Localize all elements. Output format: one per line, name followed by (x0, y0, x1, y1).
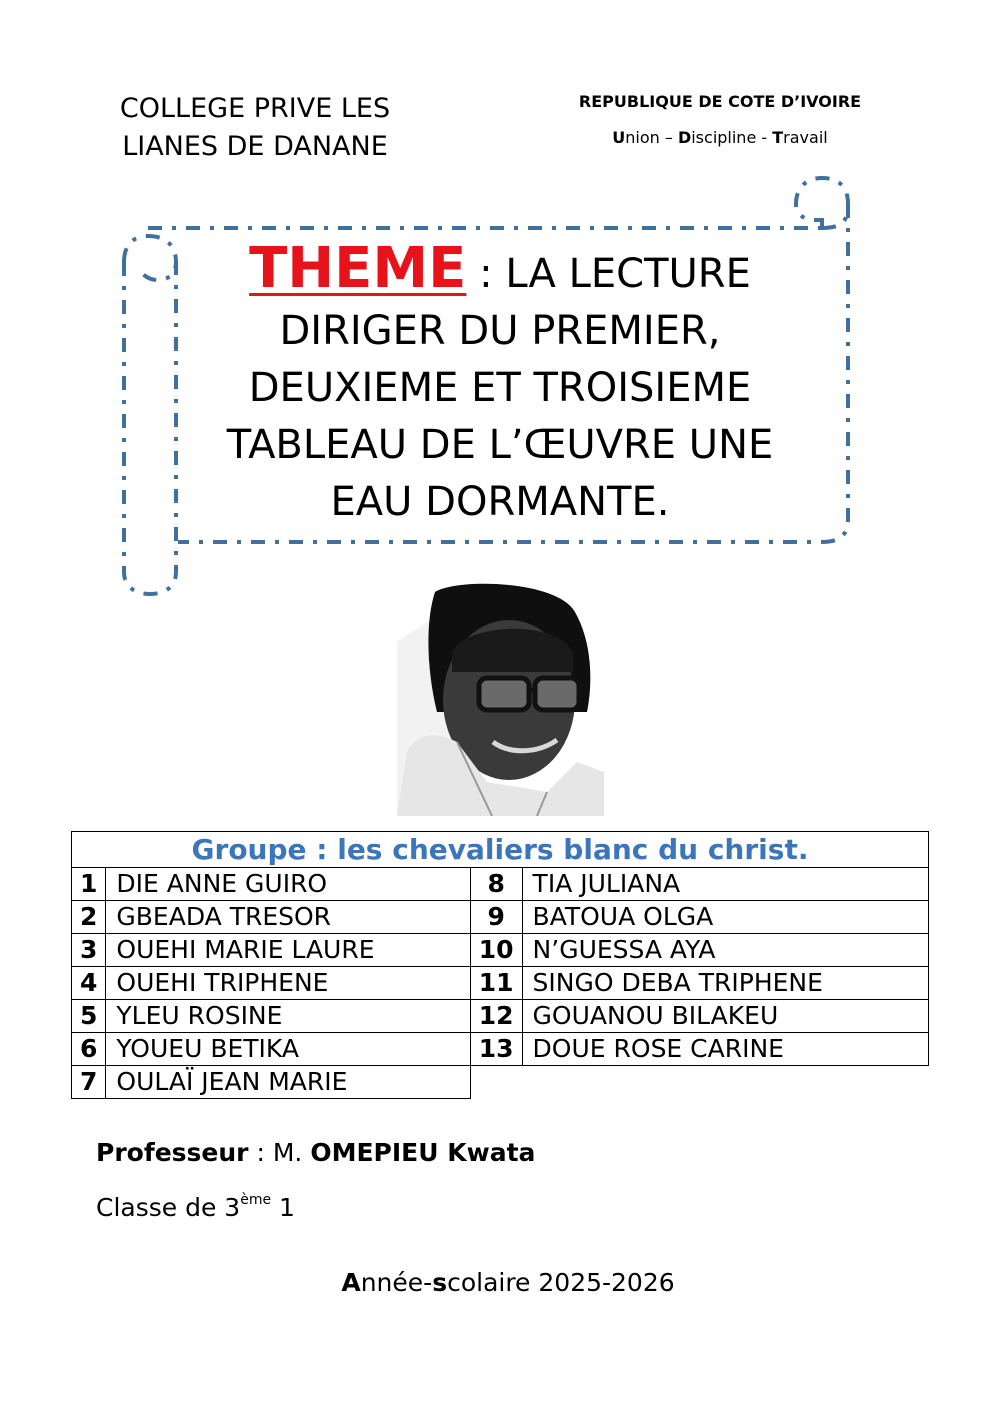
theme-separator: : (466, 251, 506, 297)
teacher-line: Professeur : M. OMEPIEU Kwata (96, 1138, 536, 1167)
group-title: Groupe : les chevaliers blanc du christ. (72, 832, 929, 868)
table-row (72, 868, 929, 901)
member-name: OULAÏ JEAN MARIE (106, 1066, 470, 1099)
member-name: YLEU ROSINE (106, 1000, 470, 1033)
class-line: Classe de 3ème 1 (96, 1192, 295, 1222)
member-number: 7 (72, 1066, 106, 1099)
republic-heading: REPUBLIQUE DE COTE D’IVOIRE (578, 92, 862, 111)
table-row (72, 1066, 929, 1099)
empty-cell (470, 1066, 928, 1099)
member-name: GBEADA TRESOR (106, 901, 470, 934)
member-name: SINGO DEBA TRIPHENE (522, 967, 928, 1000)
member-number: 1 (72, 868, 106, 901)
member-number: 9 (470, 901, 522, 934)
member-number: 2 (72, 901, 106, 934)
member-number: 12 (470, 1000, 522, 1033)
theme-label: THEME (249, 236, 467, 301)
member-name: N’GUESSA AYA (522, 934, 928, 967)
member-number: 4 (72, 967, 106, 1000)
member-name: GOUANOU BILAKEU (522, 1000, 928, 1033)
school-name: COLLEGE PRIVE LES LIANES DE DANANE (119, 93, 391, 162)
table-row (72, 967, 929, 1000)
member-number: 10 (470, 934, 522, 967)
table-row (72, 1000, 929, 1033)
teacher-name: OMEPIEU Kwata (310, 1138, 536, 1167)
group-table (71, 831, 929, 1099)
member-name: TIA JULIANA (522, 868, 928, 901)
theme-block (185, 236, 815, 531)
school-year: Année-scolaire 2025-2026 (341, 1268, 675, 1297)
member-name: BATOUA OLGA (522, 901, 928, 934)
national-motto: Union – Discipline - Travail (612, 128, 828, 147)
member-name: OUEHI TRIPHENE (106, 967, 470, 1000)
member-name: DIE ANNE GUIRO (106, 868, 470, 901)
member-name: OUEHI MARIE LAURE (106, 934, 470, 967)
member-number: 3 (72, 934, 106, 967)
teacher-label: Professeur (96, 1138, 249, 1167)
portrait-photo (397, 582, 604, 816)
theme-text: LA LECTURE DIRIGER DU PREMIER, DEUXIEME ET TROISIEME TABLEAU DE L’ŒUVRE UNE EAU DORMANTE. (226, 251, 774, 525)
member-name: YOUEU BETIKA (106, 1033, 470, 1066)
member-number: 5 (72, 1000, 106, 1033)
member-number: 8 (470, 868, 522, 901)
member-number: 13 (470, 1033, 522, 1066)
table-row (72, 934, 929, 967)
table-row (72, 1033, 929, 1066)
table-row (72, 901, 929, 934)
member-name: DOUE ROSE CARINE (522, 1033, 928, 1066)
member-number: 6 (72, 1033, 106, 1066)
member-number: 11 (470, 967, 522, 1000)
